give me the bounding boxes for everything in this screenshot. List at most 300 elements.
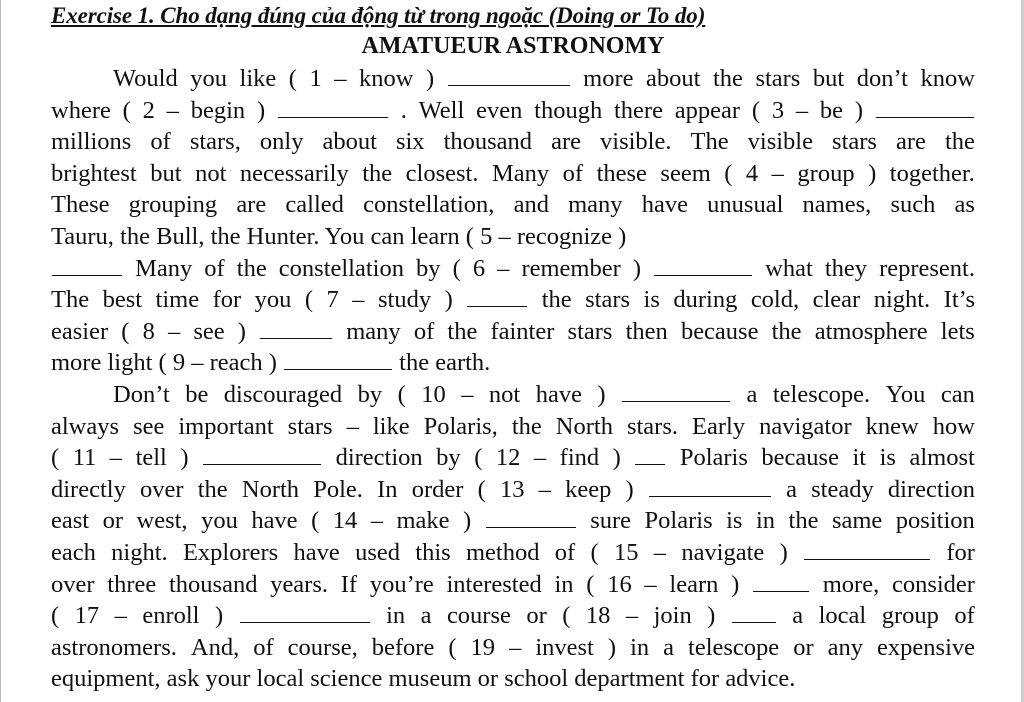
word: . <box>400 96 407 124</box>
word: – <box>498 222 511 250</box>
word: – <box>191 349 204 377</box>
word: lets <box>940 317 975 345</box>
word: – <box>625 602 639 630</box>
word: Polaris <box>679 444 748 472</box>
word: begin <box>190 96 246 124</box>
word: ) <box>268 349 277 377</box>
word: ) <box>237 317 246 345</box>
word: easier <box>51 317 109 345</box>
word: astronomers. <box>51 633 177 661</box>
passage-line <box>51 95 975 127</box>
word: represent. <box>879 254 975 282</box>
word: recognize <box>516 222 613 250</box>
word: for <box>212 286 242 314</box>
word: – <box>644 570 657 598</box>
word: more, <box>822 570 880 598</box>
word: 5 <box>480 222 493 250</box>
word: of <box>413 317 435 345</box>
word: 18 <box>585 602 611 630</box>
word: about <box>646 65 701 92</box>
word: more <box>583 65 634 92</box>
answer-blank[interactable] <box>240 603 370 624</box>
word: ( <box>465 222 474 250</box>
word: each <box>51 538 96 566</box>
word: over <box>140 475 184 503</box>
word: brightest <box>51 159 137 187</box>
answer-blank[interactable] <box>654 255 752 276</box>
word: a <box>746 380 758 408</box>
answer-blank[interactable] <box>649 476 771 497</box>
word: enroll <box>142 602 200 630</box>
word: ) <box>779 538 788 566</box>
word: together. <box>889 159 975 187</box>
word: – <box>370 507 383 535</box>
answer-blank[interactable] <box>622 381 730 402</box>
word: like <box>372 412 410 440</box>
word: Many <box>135 254 193 282</box>
passage-line <box>51 284 975 316</box>
word: 19 <box>470 633 496 661</box>
word: ( <box>562 602 571 630</box>
word: interested <box>446 570 542 598</box>
word: many <box>568 191 623 219</box>
word: 9 <box>172 349 186 377</box>
word: learn <box>410 222 460 250</box>
word: – <box>166 96 179 124</box>
word: clear <box>812 286 861 314</box>
answer-blank[interactable] <box>635 445 665 466</box>
word: – <box>533 444 547 472</box>
word: west, <box>136 507 188 535</box>
word: ( <box>304 286 314 314</box>
word: stars. <box>626 412 679 440</box>
word: find <box>559 444 600 472</box>
word: local <box>818 602 867 630</box>
word: Polaris, <box>423 412 498 440</box>
word: not <box>488 380 521 408</box>
word: These <box>51 191 110 219</box>
answer-blank[interactable] <box>203 445 321 466</box>
word: ( <box>397 380 406 408</box>
word: seem <box>660 159 711 187</box>
word: ( <box>288 65 297 92</box>
passage-line <box>51 189 975 221</box>
word: course, <box>287 633 358 661</box>
word: telescope. <box>772 380 871 408</box>
answer-blank[interactable] <box>804 539 930 560</box>
word: – <box>167 317 181 345</box>
word: 17 <box>74 602 100 630</box>
word: east <box>51 507 90 535</box>
word: stars <box>585 286 631 314</box>
word: learn <box>669 570 719 598</box>
word: in <box>755 507 776 535</box>
word: have <box>293 538 340 566</box>
word: for <box>946 538 975 566</box>
word: stars <box>567 317 613 345</box>
word: a <box>792 602 804 630</box>
word: about <box>322 128 377 156</box>
word: the <box>944 128 975 156</box>
answer-blank[interactable] <box>753 571 809 592</box>
passage-line <box>51 411 975 443</box>
passage-line <box>51 126 975 158</box>
word: of <box>150 128 171 156</box>
word: are <box>895 128 926 156</box>
word: the <box>399 349 430 377</box>
word: or <box>102 507 124 535</box>
word: ( <box>477 475 486 503</box>
passage-line <box>51 663 975 695</box>
word: 4 <box>745 159 759 187</box>
word: you’re <box>369 570 434 598</box>
word: You <box>885 380 926 408</box>
passage-line <box>51 442 975 474</box>
word: almost <box>909 444 975 472</box>
word: The <box>51 286 90 314</box>
word: you <box>190 65 227 92</box>
passage-line <box>51 379 975 411</box>
word: years. <box>270 570 329 598</box>
word: any <box>827 633 864 661</box>
word: You <box>324 222 365 250</box>
word: time <box>155 286 200 314</box>
word: – <box>114 602 127 630</box>
word: steady <box>811 475 874 503</box>
word: – <box>538 475 551 503</box>
word: fainter <box>490 317 555 345</box>
word: more <box>51 349 102 377</box>
word: in <box>554 570 574 598</box>
word: direction <box>887 475 975 503</box>
word: atmosphere <box>814 317 928 345</box>
word: a <box>786 475 797 503</box>
word: ( <box>448 633 457 661</box>
word: constellation <box>278 254 404 282</box>
answer-blank[interactable] <box>467 287 527 308</box>
word: constellation, <box>363 191 495 219</box>
answer-blank[interactable] <box>260 318 332 339</box>
word: closest. <box>405 159 479 187</box>
word: unusual <box>707 191 784 219</box>
answer-blank[interactable] <box>284 350 392 371</box>
word: – <box>461 380 474 408</box>
word: school <box>504 665 569 693</box>
word: tell <box>135 444 167 472</box>
word: be <box>185 380 209 408</box>
word: knew <box>865 412 919 440</box>
word: expensive <box>877 633 975 661</box>
passage-line <box>51 537 975 569</box>
word: North <box>241 475 300 503</box>
word: by <box>357 380 383 408</box>
word: are <box>551 128 581 156</box>
word: navigate <box>681 538 765 566</box>
answer-blank[interactable] <box>732 603 776 624</box>
word: museum <box>388 665 472 693</box>
word: ( <box>590 538 599 566</box>
word: Many <box>491 159 550 187</box>
word: 7 <box>326 286 339 314</box>
word: not <box>195 159 227 187</box>
word: of <box>562 159 584 187</box>
word: the <box>511 412 542 440</box>
word: before <box>371 633 435 661</box>
word: ( <box>121 317 130 345</box>
word: millions <box>51 128 132 156</box>
word: because <box>761 444 839 472</box>
passage-line <box>51 347 975 379</box>
word: many <box>346 317 401 345</box>
word: Well <box>418 96 465 124</box>
word: 11 <box>72 444 97 472</box>
word: six <box>395 128 425 156</box>
word: ) <box>214 602 224 630</box>
word: have <box>251 507 298 535</box>
word: the <box>236 254 267 282</box>
word: If <box>340 570 358 598</box>
word: or <box>793 633 814 661</box>
word: And, <box>190 633 240 661</box>
word: as <box>954 191 975 219</box>
word: 13 <box>499 475 525 503</box>
word: it <box>852 444 867 472</box>
word: by <box>436 444 461 472</box>
word: you <box>201 507 238 535</box>
word: ) <box>463 507 472 535</box>
word: same <box>831 507 883 535</box>
word: ) <box>612 444 621 472</box>
word: the <box>771 317 802 345</box>
word: ) <box>597 380 606 408</box>
word: ( <box>586 570 595 598</box>
word: It’s <box>943 286 975 314</box>
passage-line <box>51 600 975 632</box>
word: – <box>109 444 123 472</box>
word: group <box>797 159 855 187</box>
word: ) <box>731 570 740 598</box>
word: appear <box>674 96 741 124</box>
word: stars <box>832 128 877 156</box>
word: join <box>653 602 692 630</box>
word: ( <box>474 444 483 472</box>
word: earth. <box>435 349 491 377</box>
word: 3 <box>771 96 785 124</box>
word: – <box>509 633 522 661</box>
word: of <box>954 602 975 630</box>
word: are <box>236 191 267 219</box>
word: the <box>788 507 819 535</box>
word: in <box>386 602 406 630</box>
word: used <box>355 538 400 566</box>
word: of <box>253 633 274 661</box>
word: ) <box>256 96 266 124</box>
word: then <box>625 317 668 345</box>
word: in <box>630 633 650 661</box>
word: see <box>193 317 225 345</box>
word: reach <box>209 349 263 377</box>
word: make <box>396 507 450 535</box>
word: ( <box>51 602 60 630</box>
word: remember <box>521 254 621 282</box>
word: ( <box>122 96 131 124</box>
word: the <box>197 475 228 503</box>
word: advice. <box>725 665 796 693</box>
word: but <box>812 65 845 92</box>
word: telescope <box>688 633 780 661</box>
word: position <box>895 507 975 535</box>
word: necessarily <box>239 159 349 187</box>
word: but <box>150 159 182 187</box>
passage-line <box>51 63 975 95</box>
word: your <box>205 665 251 693</box>
word: ) <box>618 222 627 250</box>
word: Pole. <box>313 475 363 503</box>
word: a <box>663 633 675 661</box>
word: names, <box>802 191 872 219</box>
word: Early <box>692 412 746 440</box>
word: Don’t <box>113 380 170 408</box>
word: course <box>446 602 511 630</box>
answer-blank[interactable] <box>448 65 570 86</box>
word: thousand <box>168 570 258 598</box>
word: ( <box>158 349 167 377</box>
exercise-heading: Exercise 1. Cho dạng đúng của động từ trong ngoặc (Doing or To do) <box>51 3 706 28</box>
word: – <box>346 412 359 440</box>
word: Would <box>113 65 178 92</box>
word: sure <box>590 507 632 535</box>
word: and <box>513 191 549 219</box>
word: there <box>614 96 663 124</box>
word: 14 <box>332 507 358 535</box>
word: you <box>254 286 292 314</box>
word: can <box>940 380 975 408</box>
word: ) <box>444 286 453 314</box>
word: 15 <box>613 538 639 566</box>
word: light <box>107 349 153 377</box>
word: ) <box>707 602 716 630</box>
word: important <box>178 412 274 440</box>
word: stars, <box>189 128 241 156</box>
word: North <box>555 412 613 440</box>
word: what <box>765 254 813 282</box>
word: – <box>497 254 510 282</box>
word: like <box>239 65 277 92</box>
word: ( <box>724 159 733 187</box>
word: ( <box>452 254 461 282</box>
word: the <box>120 222 150 250</box>
passage-line <box>51 474 975 506</box>
word: the <box>210 222 241 250</box>
word: Tauru, <box>51 222 114 250</box>
word: – <box>334 65 347 92</box>
word: study <box>377 286 432 314</box>
word: ) <box>854 96 864 124</box>
word: 12 <box>495 444 521 472</box>
word: the <box>712 65 743 92</box>
answer-blank[interactable] <box>52 255 122 276</box>
answer-blank[interactable] <box>278 97 388 118</box>
word: group <box>881 602 939 630</box>
word: have <box>641 191 688 219</box>
word: – <box>795 96 809 124</box>
word: the <box>362 159 393 187</box>
word: by <box>416 254 441 282</box>
word: ) <box>425 65 435 92</box>
word: – <box>352 286 365 314</box>
word: discouraged <box>223 380 343 408</box>
word: for <box>690 665 720 693</box>
word: equipment, <box>51 665 161 693</box>
word: night. <box>873 286 931 314</box>
word: 6 <box>472 254 486 282</box>
word: three <box>107 570 157 598</box>
passage-line <box>51 505 975 537</box>
word: see <box>133 412 165 440</box>
word: can <box>370 222 405 250</box>
word: over <box>51 570 95 598</box>
word: how <box>932 412 975 440</box>
passage-title: AMATUEUR ASTRONOMY <box>361 33 665 59</box>
word: be <box>819 96 844 124</box>
word: direction <box>335 444 423 472</box>
word: know <box>359 65 414 92</box>
word: ) <box>868 159 877 187</box>
word: they <box>824 254 868 282</box>
word: where <box>51 96 111 124</box>
word: the <box>541 286 572 314</box>
answer-blank[interactable] <box>486 508 576 529</box>
word: of <box>204 254 225 282</box>
passage-line <box>51 221 975 253</box>
word: 8 <box>142 317 155 345</box>
word: 10 <box>421 380 446 408</box>
word: – <box>771 159 784 187</box>
word: The <box>690 128 729 156</box>
word: ask <box>166 665 200 693</box>
word: don’t <box>856 65 908 92</box>
word: the <box>447 317 478 345</box>
word: ( <box>751 96 761 124</box>
word: consider <box>891 570 975 598</box>
word: because <box>680 317 759 345</box>
passage-line <box>51 569 975 601</box>
word: ( <box>311 507 320 535</box>
word: even <box>476 96 523 124</box>
passage-line <box>51 253 975 285</box>
word: keep <box>565 475 612 503</box>
word: directly <box>51 475 126 503</box>
word: during <box>673 286 738 314</box>
answer-blank[interactable] <box>876 97 974 118</box>
word: invest <box>535 633 594 661</box>
word: cold, <box>750 286 800 314</box>
word: though <box>534 96 603 124</box>
word: ( <box>51 444 60 472</box>
passage-line <box>51 158 975 190</box>
word: visible <box>747 128 813 156</box>
word: order <box>411 475 464 503</box>
word: this <box>415 538 451 566</box>
word: night. <box>111 538 168 566</box>
word: always <box>51 412 120 440</box>
word: thousand <box>443 128 533 156</box>
word: is <box>726 507 743 535</box>
word: ) <box>607 633 617 661</box>
word: method <box>465 538 540 566</box>
word: Polaris <box>644 507 713 535</box>
passage-line <box>51 316 975 348</box>
